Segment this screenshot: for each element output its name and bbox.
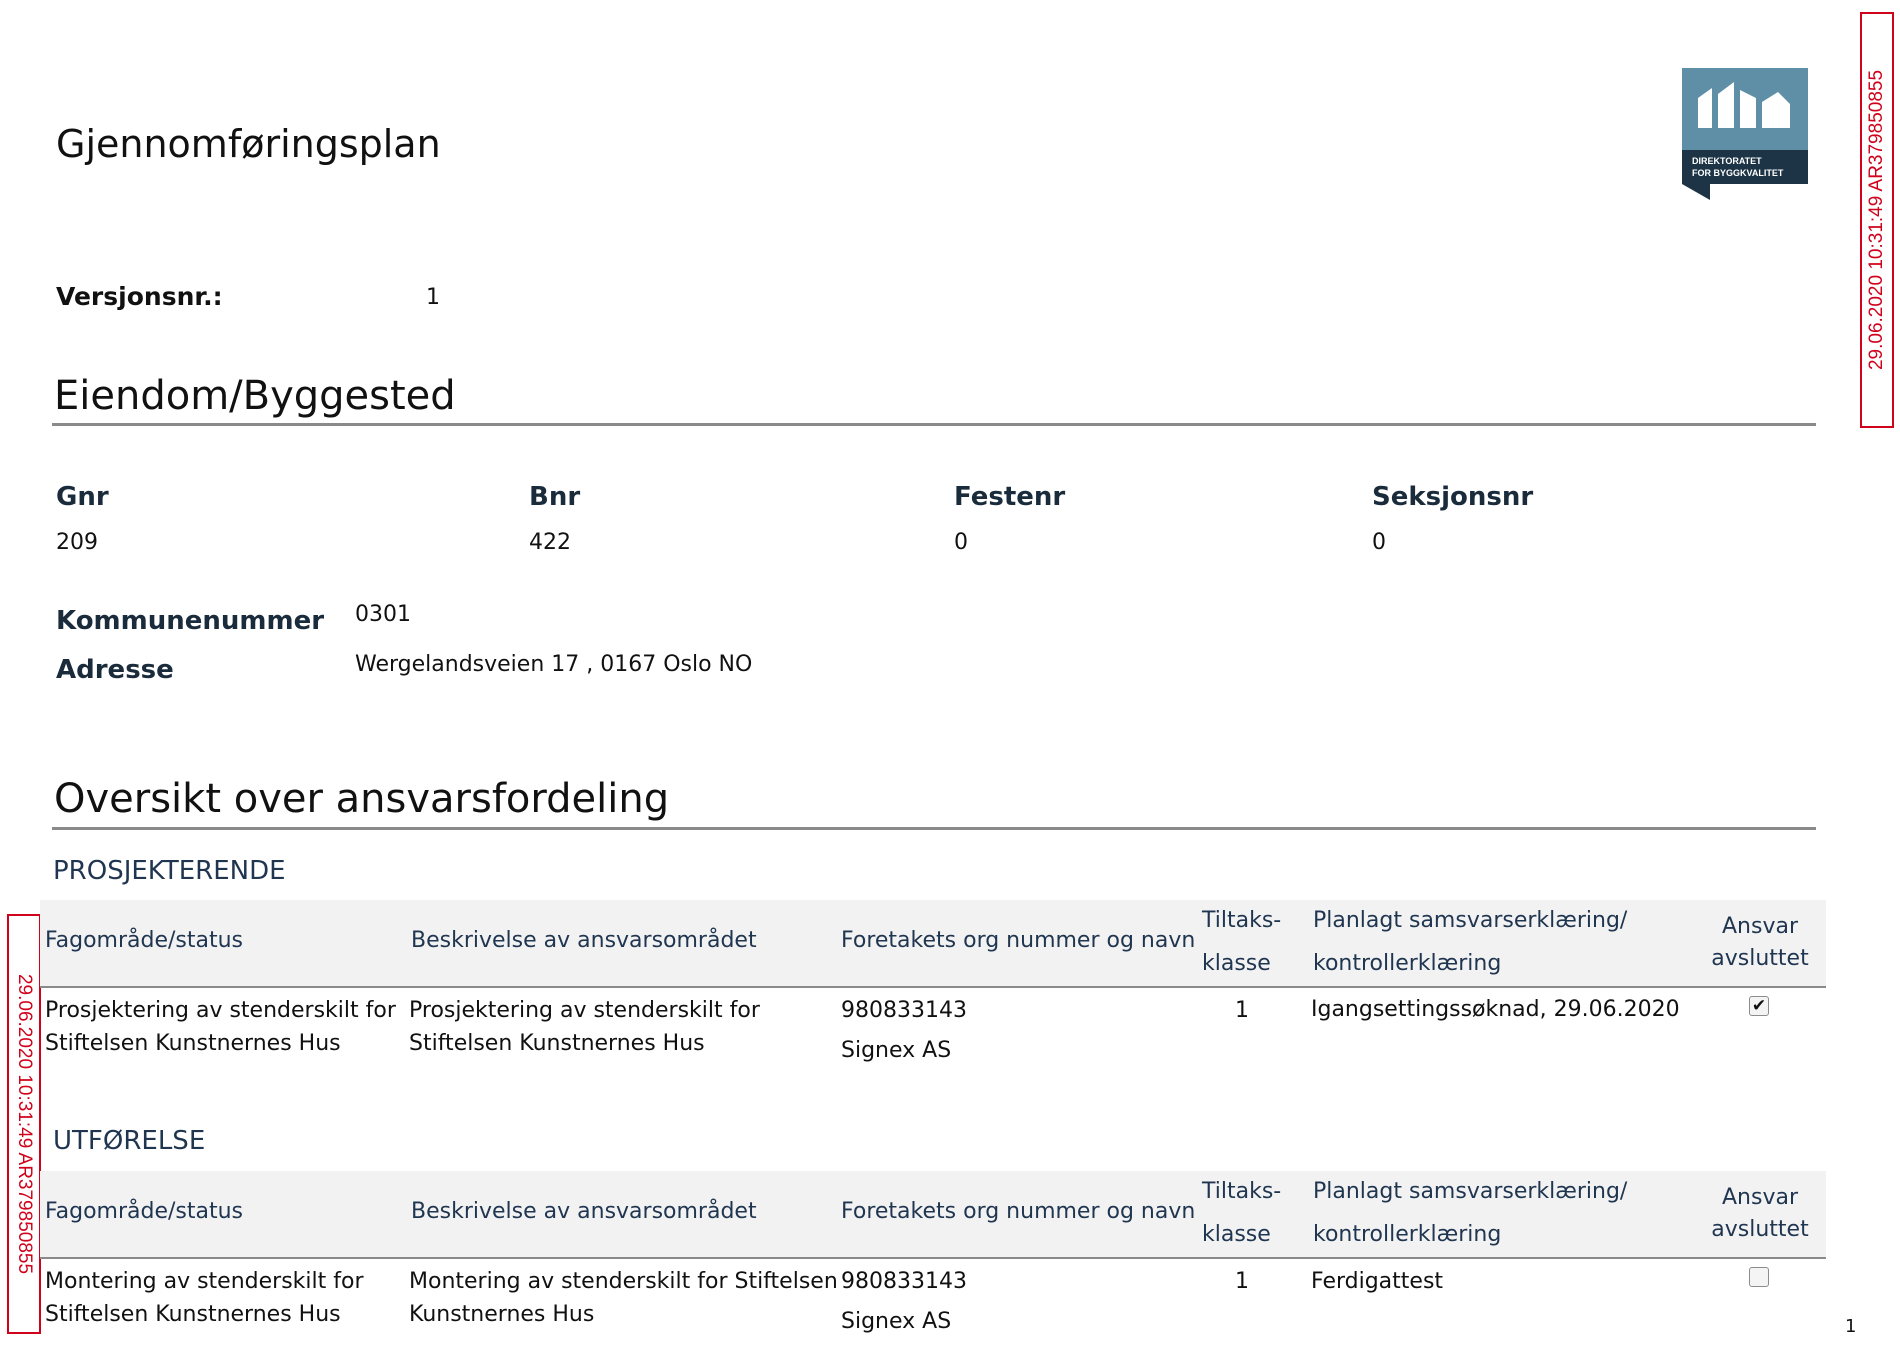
divider: [52, 423, 1816, 426]
table-row: [40, 994, 1826, 1104]
col-beskrivelse: Beskrivelse av ansvarsområdet: [411, 928, 757, 953]
ansvar-avsluttet-checkbox[interactable]: [1749, 1267, 1769, 1287]
timestamp-stamp-left: [7, 914, 41, 1334]
col-fagomrade: Fagområde/status: [45, 928, 244, 953]
fagomrade-line1: Montering av stenderskilt for: [45, 1269, 364, 1294]
adresse-value: Wergelandsveien 17 , 0167 Oslo NO: [355, 652, 753, 677]
col-fagomrade: Fagområde/status: [45, 1199, 244, 1224]
col-foretak: Foretakets org nummer og navn: [841, 928, 1196, 953]
document-title: Gjennomføringsplan: [56, 122, 441, 166]
version-label: Versjonsnr.:: [56, 282, 223, 311]
dibk-logo-icon: [1682, 68, 1808, 200]
kommunenummer-label: Kommunenummer: [56, 606, 325, 636]
beskrivelse-line2: Stiftelsen Kunstnernes Hus: [409, 1031, 705, 1056]
logo-line2: FOR BYGGKVALITET: [1692, 168, 1784, 178]
planlagt-erklaering: Igangsettingssøknad, 29.06.2020: [1311, 997, 1680, 1022]
seksjonsnr-label: Seksjonsnr: [1372, 482, 1534, 512]
stamp-text: 29.06.2020 10:31:49 AR379850855: [1866, 69, 1887, 371]
property-heading: Eiendom/Byggested: [54, 373, 456, 419]
tiltaksklasse: 1: [1235, 998, 1249, 1023]
fagomrade-line2: Stiftelsen Kunstnernes Hus: [45, 1302, 341, 1327]
page-number: 1: [1845, 1316, 1857, 1337]
col-ansvar-1: Ansvar: [1721, 1185, 1798, 1210]
col-tiltaks-1: Tiltaks-: [1202, 1179, 1282, 1204]
festenr-label: Festenr: [954, 482, 1066, 512]
beskrivelse-line1: Prosjektering av stenderskilt for: [409, 998, 760, 1023]
col-ansvar-2: avsluttet: [1711, 1217, 1809, 1242]
version-value: 1: [426, 285, 440, 310]
col-planlagt-2: kontrollerklæring: [1313, 1222, 1502, 1247]
festenr-value: 0: [954, 530, 968, 555]
col-ansvar-1: Ansvar: [1721, 914, 1798, 939]
col-tiltaks-2: klasse: [1202, 1222, 1271, 1247]
col-planlagt-1: Planlagt samsvarserklæring/: [1313, 1179, 1628, 1204]
orgnr: 980833143: [841, 1269, 967, 1294]
col-planlagt-1: Planlagt samsvarserklæring/: [1313, 908, 1628, 933]
fagomrade-line2: Stiftelsen Kunstnernes Hus: [45, 1031, 341, 1056]
gnr-label: Gnr: [56, 482, 109, 512]
section-title: PROSJEKTERENDE: [53, 856, 286, 886]
ansvar-avsluttet-checkbox[interactable]: ✔: [1749, 996, 1769, 1016]
beskrivelse-line2: Kunstnernes Hus: [409, 1302, 595, 1327]
bnr-value: 422: [529, 530, 571, 555]
timestamp-stamp-right: [1860, 12, 1894, 428]
fagomrade-line1: Prosjektering av stenderskilt for: [45, 998, 396, 1023]
planlagt-erklaering: Ferdigattest: [1311, 1269, 1444, 1294]
logo-line1: DIREKTORATET: [1692, 156, 1762, 166]
col-ansvar-2: avsluttet: [1711, 946, 1809, 971]
tiltaksklasse: 1: [1235, 1269, 1249, 1294]
company-name: Signex AS: [841, 1038, 952, 1063]
stamp-text: 29.06.2020 10:31:49 AR379850855: [14, 973, 35, 1275]
col-tiltaks-2: klasse: [1202, 951, 1271, 976]
bnr-label: Bnr: [529, 482, 581, 512]
col-planlagt-2: kontrollerklæring: [1313, 951, 1502, 976]
seksjonsnr-value: 0: [1372, 530, 1386, 555]
col-foretak: Foretakets org nummer og navn: [841, 1199, 1196, 1224]
overview-heading: Oversikt over ansvarsfordeling: [54, 776, 670, 822]
divider: [52, 827, 1816, 830]
section-title: UTFØRELSE: [53, 1126, 206, 1156]
orgnr: 980833143: [841, 998, 967, 1023]
adresse-label: Adresse: [56, 655, 174, 685]
beskrivelse-line1: Montering av stenderskilt for Stiftelsen: [409, 1269, 838, 1294]
gnr-value: 209: [56, 530, 98, 555]
col-beskrivelse: Beskrivelse av ansvarsområdet: [411, 1199, 757, 1224]
table-row: [40, 1265, 1826, 1343]
company-name: Signex AS: [841, 1309, 952, 1334]
kommunenummer-value: 0301: [355, 602, 411, 627]
col-tiltaks-1: Tiltaks-: [1202, 908, 1282, 933]
